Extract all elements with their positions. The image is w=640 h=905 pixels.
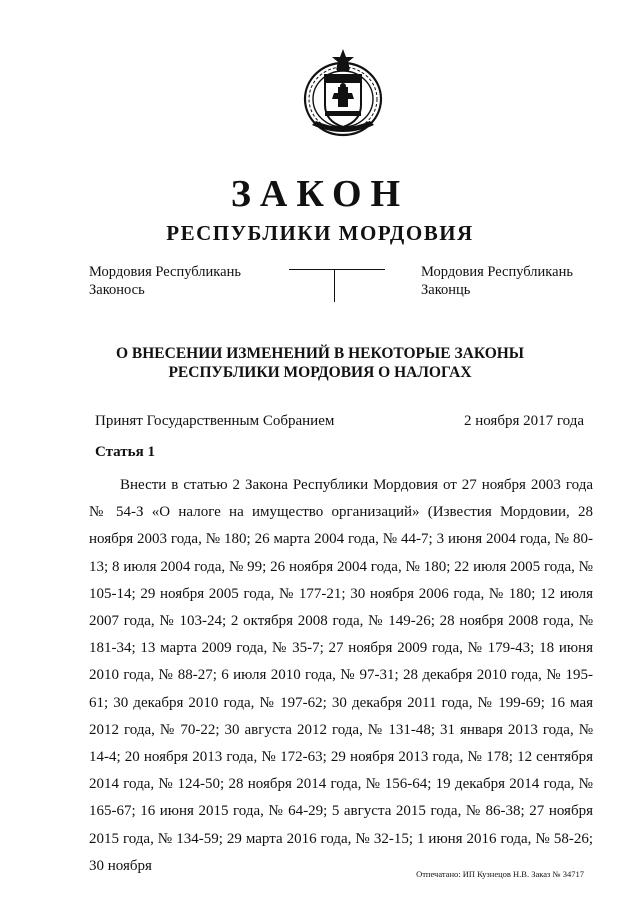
law-heading-line1: О ВНЕСЕНИИ ИЗМЕНЕНИЙ В НЕКОТОРЫЕ ЗАКОНЫ (115, 345, 525, 362)
title-divider (289, 265, 385, 303)
title-erzya-line1: Мордовия Республикань (421, 264, 573, 280)
article-title: Статья 1 (95, 444, 155, 460)
print-footer: Отпечатано: ИП Кузнецов Н.В. Заказ № 34717 (416, 869, 584, 879)
title-moksha-line2: Законось (89, 282, 145, 298)
document-subtitle: РЕСПУБЛИКИ МОРДОВИЯ (166, 221, 474, 245)
title-moksha-line1: Мордовия Республикань (89, 264, 241, 280)
law-heading (0, 344, 640, 382)
article-body: Внести в статью 2 Закона Республики Мордовия от 27 ноября 2003 года № 54-З «О налоге на имущество организаций» (Известия Мордовии, 28 ноября 2003 года, № 180; 26 марта 2004 года, № 44-7; 3 июня 2004 года, № 80-13; 8 июля 2004 года, № 99; 26 ноября 2004 года, № 180; 22 июля 2005 года, № 105-14; 29 ноября 2005 года, № 177-21; 30 ноября 2006 года, № 180; 12 июля 2007 года, № 103-24; 2 октября 2008 года, № 149-26; 28 ноября 2008 года, № 181-34; 13 марта 2009 года, № 35-7; 27 ноября 2009 года, № 179-43; 18 июня 2010 года, № 88-27; 6 июля 2010 года, № 97-31; 28 декабря 2010 года, № 195-61; 30 декабря 2010 года, № 197-62; 30 декабря 2011 года, № 199-69; 16 мая 2012 года, № 70-22; 30 августа 2012 года, № 131-48; 31 января 2013 года, № 14-4; 20 ноября 2013 года, № 172-63; 29 ноября 2013 года, № 178; 12 сентября 2014 года, № 124-50; 28 ноября 2014 года, № 156-64; 19 декабря 2014 года, № 165-67; 16 июня 2015 года, № 64-29; 5 августа 2015 года, № 86-38; 27 ноября 2015 года, № 134-59; 29 марта 2016 года, № 32-15; 1 июня 2016 года, № 58-26; 30 ноября (89, 477, 593, 874)
document-title: ЗАКОН (230, 173, 410, 215)
adopted-by: Принят Государственным Собранием (95, 413, 335, 429)
law-heading-line2: РЕСПУБЛИКИ МОРДОВИЯ О НАЛОГАХ (168, 364, 472, 381)
title-erzya (421, 263, 573, 299)
coat-of-arms-icon (302, 47, 384, 139)
title-moksha (89, 263, 241, 299)
adopted-date: 2 ноября 2017 года (463, 413, 584, 429)
title-erzya-line2: Законць (421, 282, 471, 298)
